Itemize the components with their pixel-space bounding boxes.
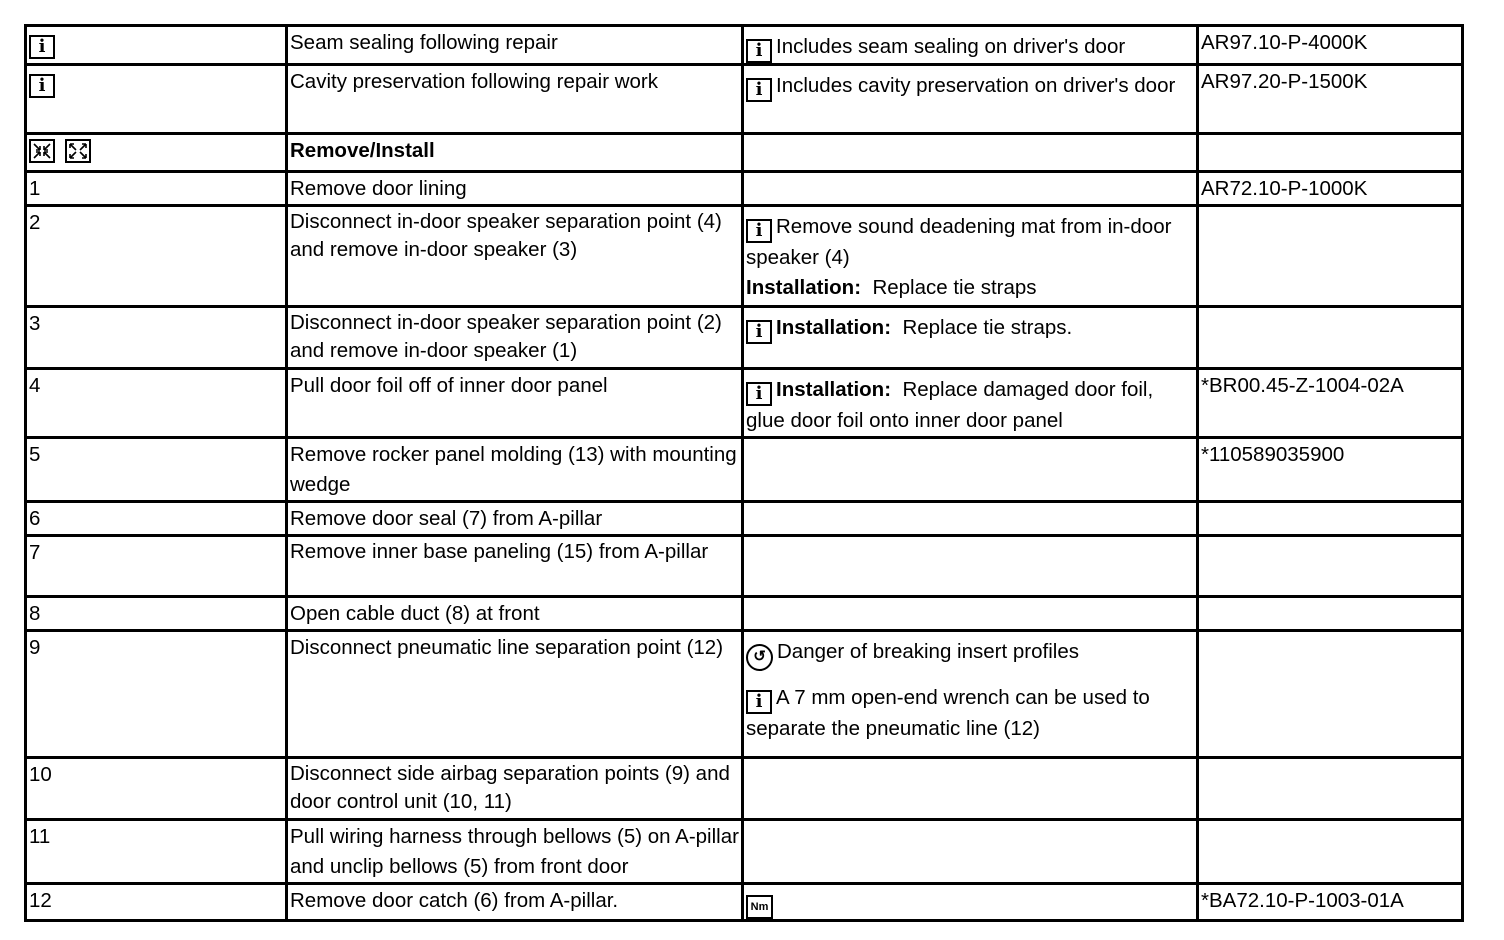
note-cell bbox=[743, 369, 1198, 438]
note-cell bbox=[743, 820, 1198, 884]
operation-text: Seam sealing following repair bbox=[290, 31, 558, 54]
operation-cell bbox=[287, 597, 743, 631]
operation-cell bbox=[287, 884, 743, 921]
install-icon[interactable] bbox=[65, 139, 91, 163]
reference-cell bbox=[1198, 134, 1463, 172]
operation-cell bbox=[287, 502, 743, 536]
note-cell bbox=[743, 597, 1198, 631]
reference-cell bbox=[1198, 536, 1463, 597]
operation-text: Open cable duct (8) at front bbox=[290, 602, 540, 625]
step-cell bbox=[26, 631, 287, 758]
reference-link[interactable]: AR97.20-P-1500K bbox=[1201, 70, 1368, 93]
info-icon[interactable]: i bbox=[746, 78, 772, 102]
operation-text: Pull wiring harness through bellows (5) on A-pillar and unclip bellows (5) from front door bbox=[290, 825, 739, 878]
note-text: Replace damaged door foil, glue door foil onto inner door panel bbox=[746, 378, 1154, 432]
step-number: 4 bbox=[29, 374, 41, 397]
reference-cell bbox=[1198, 758, 1463, 820]
reference-cell bbox=[1198, 597, 1463, 631]
info-icon[interactable]: i bbox=[746, 690, 772, 714]
installation-label: Installation: bbox=[776, 316, 892, 339]
step-cell bbox=[26, 206, 287, 307]
step-number: 3 bbox=[29, 312, 41, 335]
operation-text: Disconnect in-door speaker separation point (2) and remove in-door speaker (1) bbox=[290, 311, 722, 362]
note-cell bbox=[743, 206, 1198, 307]
step-number: 6 bbox=[29, 507, 41, 530]
step-cell bbox=[26, 65, 287, 134]
note-text: A 7 mm open-end wrench can be used to separate the pneumatic line (12) bbox=[746, 686, 1150, 740]
note-cell bbox=[743, 26, 1198, 65]
table-row bbox=[26, 307, 1463, 369]
reference-link[interactable]: *BR00.45-Z-1004-02A bbox=[1201, 374, 1404, 397]
table-row bbox=[26, 26, 1463, 65]
note-cell bbox=[743, 134, 1198, 172]
step-cell bbox=[26, 820, 287, 884]
step-cell bbox=[26, 438, 287, 502]
procedure-table bbox=[24, 24, 1464, 922]
operation-text: Remove door seal (7) from A-pillar bbox=[290, 507, 603, 530]
operation-cell bbox=[287, 438, 743, 502]
step-cell bbox=[26, 26, 287, 65]
table-row bbox=[26, 631, 1463, 758]
remove-icon[interactable] bbox=[29, 139, 55, 163]
table-row bbox=[26, 884, 1463, 921]
table-row bbox=[26, 502, 1463, 536]
note-text: Includes cavity preservation on driver's door bbox=[776, 74, 1176, 97]
operation-cell bbox=[287, 369, 743, 438]
operation-cell bbox=[287, 65, 743, 134]
reference-cell bbox=[1198, 820, 1463, 884]
step-number: 2 bbox=[29, 211, 41, 234]
installation-label: Installation: bbox=[776, 378, 892, 401]
table-row bbox=[26, 206, 1463, 307]
note-cell bbox=[743, 884, 1198, 921]
operation-text: Remove door catch (6) from A-pillar. bbox=[290, 889, 619, 912]
operation-cell bbox=[287, 820, 743, 884]
table-row bbox=[26, 65, 1463, 134]
reference-cell bbox=[1198, 65, 1463, 134]
operation-text: Disconnect in-door speaker separation point (4) and remove in-door speaker (3) bbox=[290, 210, 722, 261]
step-number: 5 bbox=[29, 443, 41, 466]
info-icon[interactable]: i bbox=[29, 35, 55, 59]
step-cell bbox=[26, 172, 287, 206]
table-row bbox=[26, 134, 1463, 172]
operation-cell bbox=[287, 758, 743, 820]
info-icon[interactable]: i bbox=[746, 39, 772, 63]
operation-text: Cavity preservation following repair work bbox=[290, 70, 659, 93]
table-row bbox=[26, 820, 1463, 884]
step-number: 12 bbox=[29, 889, 52, 912]
operation-cell bbox=[287, 26, 743, 65]
operation-cell bbox=[287, 631, 743, 758]
note-text: Replace tie straps. bbox=[902, 316, 1073, 339]
operation-cell bbox=[287, 307, 743, 369]
step-number: 10 bbox=[29, 763, 52, 786]
operation-text: Disconnect pneumatic line separation point (12) bbox=[290, 636, 724, 659]
operation-cell bbox=[287, 206, 743, 307]
info-icon[interactable]: i bbox=[746, 320, 772, 344]
table-row bbox=[26, 758, 1463, 820]
table-row bbox=[26, 536, 1463, 597]
operation-text: Remove inner base paneling (15) from A-pillar bbox=[290, 540, 709, 563]
info-icon[interactable]: i bbox=[746, 219, 772, 243]
reference-cell bbox=[1198, 502, 1463, 536]
installation-label: Installation: bbox=[746, 276, 862, 299]
reference-cell bbox=[1198, 631, 1463, 758]
note-text: Includes seam sealing on driver's door bbox=[776, 35, 1126, 58]
info-icon[interactable]: i bbox=[746, 382, 772, 406]
operation-text: Remove rocker panel molding (13) with mounting wedge bbox=[290, 443, 737, 496]
reference-cell bbox=[1198, 884, 1463, 921]
operation-cell bbox=[287, 536, 743, 597]
step-cell bbox=[26, 307, 287, 369]
reference-cell bbox=[1198, 172, 1463, 206]
note-cell bbox=[743, 65, 1198, 134]
operation-text: Pull door foil off of inner door panel bbox=[290, 374, 608, 397]
operation-text: Remove door lining bbox=[290, 177, 467, 200]
note-cell bbox=[743, 536, 1198, 597]
note-cell bbox=[743, 307, 1198, 369]
warning-icon[interactable]: ↺ bbox=[746, 644, 773, 671]
step-cell bbox=[26, 502, 287, 536]
reference-cell bbox=[1198, 206, 1463, 307]
step-cell bbox=[26, 597, 287, 631]
step-number: 9 bbox=[29, 636, 41, 659]
table-row bbox=[26, 438, 1463, 502]
note-cell bbox=[743, 438, 1198, 502]
step-cell bbox=[26, 884, 287, 921]
table-row bbox=[26, 369, 1463, 438]
table-row bbox=[26, 172, 1463, 206]
reference-link[interactable]: AR72.10-P-1000K bbox=[1201, 177, 1368, 200]
step-number: 8 bbox=[29, 602, 41, 625]
reference-cell bbox=[1198, 26, 1463, 65]
reference-link[interactable]: *BA72.10-P-1003-01A bbox=[1201, 889, 1404, 912]
note-text: Remove sound deadening mat from in-door speaker (4) bbox=[746, 215, 1172, 269]
step-cell bbox=[26, 369, 287, 438]
operation-cell bbox=[287, 172, 743, 206]
reference-cell bbox=[1198, 307, 1463, 369]
installation-text: Replace tie straps bbox=[872, 276, 1037, 299]
reference-cell bbox=[1198, 438, 1463, 502]
reference-link[interactable]: *110589035900 bbox=[1201, 443, 1345, 466]
reference-link[interactable]: AR97.10-P-4000K bbox=[1201, 31, 1368, 54]
note-cell bbox=[743, 172, 1198, 206]
step-number: 7 bbox=[29, 541, 41, 564]
table-row bbox=[26, 597, 1463, 631]
note-cell bbox=[743, 758, 1198, 820]
section-heading: Remove/Install bbox=[290, 139, 435, 162]
step-number: 11 bbox=[29, 825, 51, 848]
step-cell bbox=[26, 536, 287, 597]
operation-text: Disconnect side airbag separation points (9) and door control unit (10, 11) bbox=[290, 762, 730, 813]
warning-text: Danger of breaking insert profiles bbox=[777, 640, 1079, 663]
note-cell bbox=[743, 502, 1198, 536]
reference-cell bbox=[1198, 369, 1463, 438]
step-number: 1 bbox=[29, 177, 41, 200]
torque-icon[interactable]: Nm bbox=[746, 895, 773, 919]
info-icon[interactable]: i bbox=[29, 74, 55, 98]
operation-cell bbox=[287, 134, 743, 172]
step-cell bbox=[26, 134, 287, 172]
step-cell bbox=[26, 758, 287, 820]
note-cell bbox=[743, 631, 1198, 758]
